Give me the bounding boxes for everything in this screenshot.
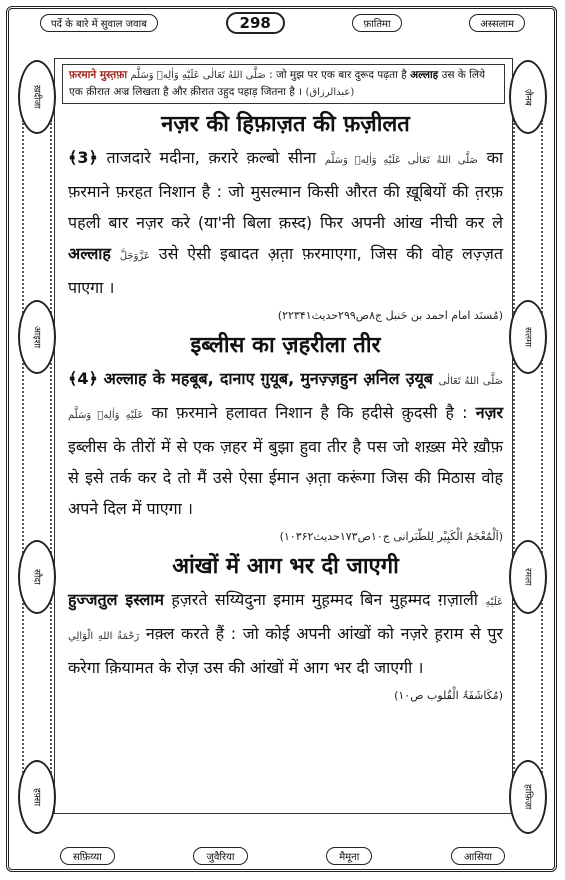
section-1-body [68, 142, 503, 303]
footer-tab-2: जुवैरिया [193, 847, 247, 865]
section-1-title: नज़र की हिफ़ाज़त की फ़ज़ीलत [161, 112, 410, 137]
section-3-text-1: ह़ज़रते सय्यिदुना इमाम मुह़म्मद बिन मुह़म्मद ग़ज़ाली [171, 590, 478, 609]
footer-tab-3: मैमूना [326, 847, 372, 865]
section-2-text-1: का फ़रमाने हलावत निशान है कि हदीसे क़ुदसी है : [151, 403, 468, 422]
header-right-tab: फ़ातिमा [352, 14, 401, 32]
header-corner-badge: अस्सलाम [469, 14, 525, 32]
section-1-text-1: ताजदारे मदीना, क़रारे क़ल्बो सीना [106, 148, 317, 167]
right-vine-ornament [513, 120, 543, 780]
section-1-arabic: صَلَّى اللهُ تَعَالٰى عَلَيْهِ وَاٰلِهٖ وَسَلَّم [324, 155, 478, 166]
side-oval-left-4: हफ़्सा [18, 760, 56, 834]
side-oval-right-2: सलमा [509, 300, 547, 374]
notice-label: फ़रमाने मुस्त़फ़ा [69, 69, 128, 81]
left-vine-ornament [22, 120, 52, 780]
section-2-arabic: صَلَّى اللهُ تَعَالٰى عَلَيْهِ وَاٰلِهٖ وَسَلَّم [68, 376, 503, 421]
header-left-tab: पर्दे के बारे में सुवाल जवाब [40, 14, 158, 32]
section-2-text-2: इब्लीस के तीरों में से एक ज़हर में बुझा हुवा तीर है पस जो शख़्स मेरे ख़ौफ़ से इसे तर्क कर दे तो मैं उसे ऐसा ईमान अ़त़ा करूंगा जिस की मिठास वोह अपने दिल में पाएगा । [68, 437, 503, 518]
section-3-title: आंखों में आग भर दी जाएगी [172, 554, 399, 579]
side-oval-left-2: आइशा [18, 300, 56, 374]
section-3-body [68, 584, 503, 683]
section-1-reference: (مُسنَد امام احمد بن حَنبل ج۸ص۲۹۹حدیث۲۲۳۴۱) [277, 309, 503, 322]
side-oval-right-1: ज़ैनब [509, 60, 547, 134]
footer-tab-4: आसिया [451, 847, 505, 865]
page-number: 298 [226, 12, 285, 34]
side-oval-left-3: सौदा [18, 540, 56, 614]
notice-text-2: उस के लिये एक क़ीरात अज्र लिखता है और क़ीरात उहुद पहाड़ जितना है । [69, 69, 486, 98]
section-1-text-2: का फ़रमाने फ़रहत निशान है : जो मुसल्मान किसी औरत की ख़ूबियों की त़रफ़ पहली बार नज़र करे (या'नी बिला क़स्द) फिर अपनी आंख नीची कर ले [68, 148, 503, 232]
notice-allah: अल्लाह [410, 69, 439, 81]
side-oval-right-3: रमला [509, 540, 547, 614]
notice-arabic: صَلَّى اللهُ تَعَالٰى عَلَيْهِ وَاٰلِهٖ وَسَلَّم [130, 70, 266, 81]
section-1-arabic-2: عَزَّوَجَلَّ [119, 251, 150, 262]
section-3-reference: (مُکَاشَفَۃُ الْقُلوب ص۱۰) [394, 689, 503, 702]
section-3-arabic: عَلَيْهِ رَحْمَةُ اللهِ الْوَالِي [68, 597, 504, 642]
section-2-bold-word: नज़र [475, 403, 503, 422]
notice-text-1: : जो मुझ पर एक बार दुरूद पढ़ता है [269, 69, 407, 81]
section-2-body [68, 363, 503, 524]
section-3-lead: हुज्जतुल इस्लाम [68, 590, 165, 609]
main-content [68, 108, 503, 709]
section-1-text-3: उसे ऐसी इबादत अ़त़ा फ़रमाएगा, जिस की वोह लज़्ज़त पाएगा । [68, 244, 503, 297]
notice-source: (عبدالرزاق) [305, 87, 355, 98]
side-oval-left-1: ख़दीजा [18, 60, 56, 134]
footer-tab-1: सफ़िय्या [60, 847, 115, 865]
section-2-number: ﴾4﴿ [68, 369, 98, 388]
side-oval-right-4: हाफ़िज़ा [509, 760, 547, 834]
section-1-allah: अल्लाह [68, 244, 111, 263]
section-1-number: ﴾3﴿ [68, 148, 98, 167]
section-2-title: इब्लीस का ज़हरीला तीर [190, 333, 381, 358]
section-3-text-2: नक़्ल करते हैं : जो कोई अपनी आंखों को नज़रे ह़राम से पुर करेगा क़ियामत के रोज़ उस की आंखों में आग भर दी जाएगी । [68, 624, 503, 677]
notice-box [62, 64, 505, 104]
header-bar [40, 10, 525, 36]
footer-bar [60, 844, 505, 868]
section-2-reference: (اَلْمُعْجَمُ الْکَبِیْر لِلطّبَرانی ج۱۰ص۱۷۳حدیث۱۰۳۶۲) [279, 530, 503, 543]
section-2-lead: अल्लाह के महबूब, दानाए ग़ुयूब, मुनज़्ज़हुन अ़निल उ़यूब [103, 369, 433, 388]
